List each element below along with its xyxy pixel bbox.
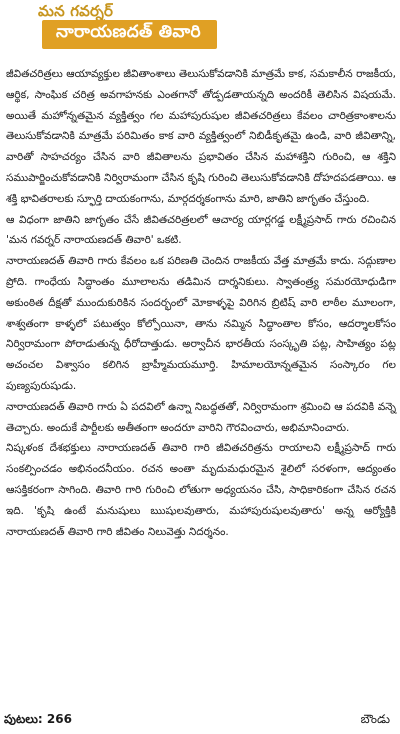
paragraph-2: ఆ విధంగా జాతిని జాగృతం చేసే జీవితచరిత్రలలో ఆచార్య యార్లగడ్డ లక్ష్మీప్రసాద్ గారు రచించిన 'మన గవర్నర్ నారాయణదత్ తివారి' ఒకటి. [6, 213, 396, 247]
paragraph-1: జీవితచరిత్రలు ఆయావ్యక్తుల జీవితాంశాలు తెలుసుకోవడానికి మాత్రమే కాక, సమకాలీన రాజకీయ, ఆర్థిక, సాంఘిక చరిత్ర అవగాహనకు ఎంతగానో తోడ్పడతాయన్నది అందరికీ తెలిసిన విషయమే. అయితే మహోన్నతమైన వ్యక్తిత్వం గల మహాపురుషుల జీవితచరిత్రలు కేవలం చారిత్రకాంశాలను తెలుసుకోవడానికి మాత్రమే పరిమితం కాక వారి వ్యక్తిత్వంలో నిబిడీకృతమై ఉండి, వారి జీవితాన్ని, వారితో సాహచర్యం చేసిన వారి జీవితాలను ప్రభావితం చేసిన మహాశక్తిని గురించి, ఆ శక్తిని సముపార్జించుకోవడానికి నిర్విరామంగా చేసిన కృషి గురించి తెలుసుకోవడానికి దోహదపడతాయి. ఆ శక్తి భావితరాలకు స్ఫూర్తి దాయకంగాను, మార్గదర్శకంగాను మారి, జాతిని జాగృతం చేస్తుంది. [6, 68, 396, 205]
review-text [6, 64, 396, 542]
series-title: మన గవర్నర్ [38, 2, 114, 20]
book-title-banner: నారాయణదత్ తివారి [42, 20, 217, 49]
binding-type: బౌండు [360, 712, 390, 726]
paragraph-3: నారాయణదత్ తివారి గారు కేవలం ఒక పరిణతి చెందిన రాజకీయ వేత్త మాత్రమే కాదు. సద్గుణాల ప్రోది. గాంధేయ సిద్ధాంతం మూలాలను తడిమిన దార్శనికులు. స్వాతంత్ర్య సమరయోధుడిగా అకుంఠిత దీక్షతో ముందుకురికిన సందర్భంలో మోకాళ్ళపై విరిగిన బ్రిటిష్ వారి లాఠీల మూలంగా, శాశ్వతంగా కాళ్ళలో పటుత్వం కోల్పోయినా, తాను నమ్మిన సిద్ధాంతాల కోసం, ఆదర్శాలకోసం నిర్విరామంగా పోరాడుతున్న ధీరోదాత్తుడు. అర్వాచీన భారతీయ సంస్కృతి పట్ల, సాహిత్యం పట్ల అచంచల విశ్వాసం కలిగిన బ్రాహ్మీమయమూర్తి. హిమాలయోన్నతమైన సంస్కారం గల పుణ్యపురుషుడు. [6, 255, 396, 392]
header [0, 0, 400, 62]
paragraph-5: నిష్కళంక దేశభక్తులు నారాయణదత్ తివారి గారి జీవితచరిత్రను రాయాలని లక్ష్మీప్రసాద్ గారు సంకల్పించడం అభినందనీయం. రచన అంతా మృదుమధురమైన శైలిలో సరళంగా, ఆద్యంతం ఆసక్తికరంగా సాగింది. తివారి గారి గురించి లోతుగా అధ్యయనం చేసి, సాధికారికంగా చేసిన రచన ఇది. 'కృషి ఉంటే మనుషులు ఋషులవుతారు, మహాపురుషులవుతారు' అన్న ఆర్యోక్తికి నారాయణదత్ తివారి గారి జీవితం నిలువెత్తు నిదర్శనం. [6, 442, 396, 538]
footer [4, 712, 396, 732]
page-count: పుటలు: 266 [4, 712, 72, 726]
paragraph-4: నారాయణదత్ తివారి గారు ఏ పదవిలో ఉన్నా నిబద్ధతతో, నిర్విరామంగా శ్రమించి ఆ పదవికి వన్నె తెచ్చారు. అందుకే పార్టీలకు అతీతంగా అందరూ వారిని గౌరవించారు, అభిమానించారు. [6, 400, 396, 434]
